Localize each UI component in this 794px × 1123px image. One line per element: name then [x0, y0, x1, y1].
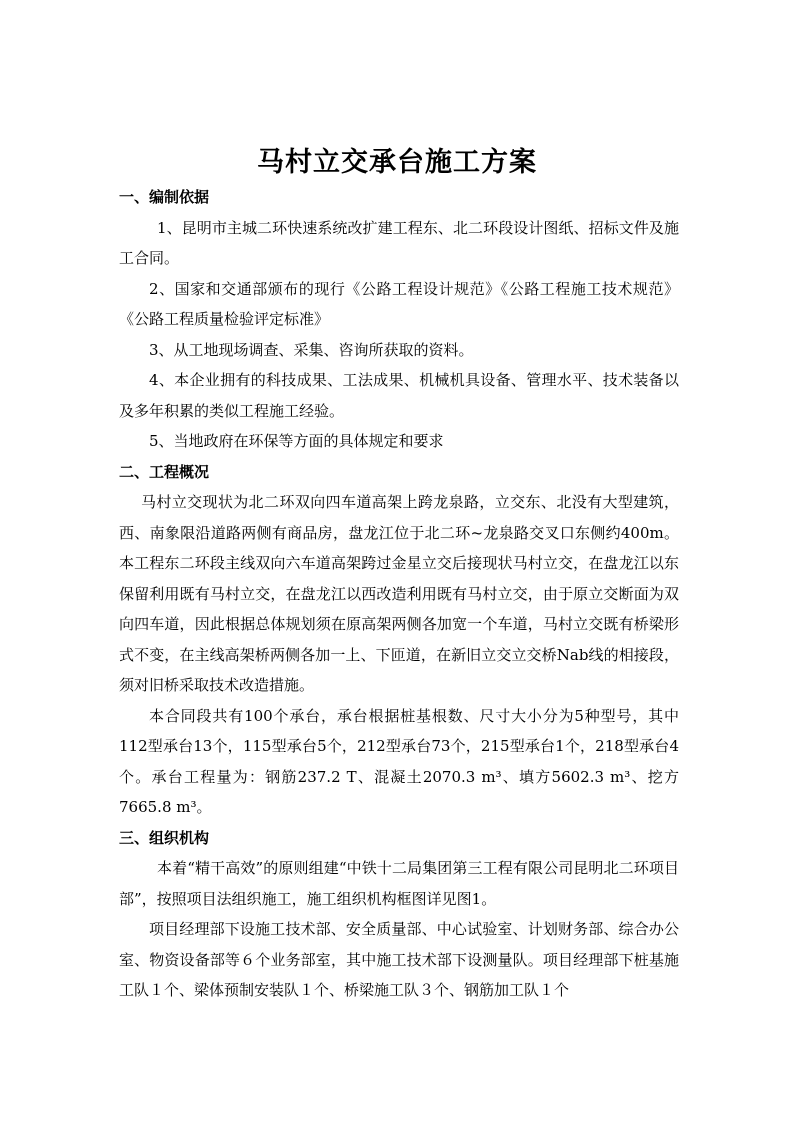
section-heading-basis: 一、编制依据: [119, 188, 210, 206]
paragraph: 2、国家和交通部颁布的现行《公路工程设计规范》《公路工程施工技术规范》《公路工程质量检验评定标准》: [119, 279, 679, 328]
section-heading-overview: 二、工程概况: [119, 462, 210, 481]
paragraph: 本着“精干高效”的原则组建“中铁十二局集团第三工程有限公司昆明北二环项目部”，按照项目法组织施工，施工组织机构框图详见图1。: [119, 859, 679, 908]
document-body: [119, 182, 679, 1006]
document-title: 马村立交承台施工方案: [257, 147, 537, 178]
paragraph: 5、当地政府在环保等方面的具体规定和要求: [149, 432, 444, 450]
paragraph: 项目经理部下设施工技术部、安全质量部、中心试验室、计划财务部、综合办公室、物资设备部等６个业务部室，其中施工技术部下设测量队。项目经理部下桩基施工队１个、梁体预制安装队１个、桥梁施工队３个、钢筋加工队１个: [119, 920, 679, 999]
paragraph: 4、本企业拥有的科技成果、工法成果、机械机具设备、管理水平、技术装备以及多年积累的类似工程施工经验。: [119, 371, 679, 420]
paragraph: 1、昆明市主城二环快速系统改扩建工程东、北二环段设计图纸、招标文件及施工合同。: [119, 218, 679, 267]
paragraph: 马村立交现状为北二环双向四车道高架上跨龙泉路，立交东、北没有大型建筑，西、南象限沿道路两侧有商品房，盘龙江位于北二环~龙泉路交叉口东侧约400m。本工程东二环段主线双向六车道高架跨过金星立交后接现状马村立交，在盘龙江以东保留利用既有马村立交，在盘龙江以西改造利用既有马村立交，由于原立交断面为双向四车道，因此根据总体规划须在原高架两侧各加宽一个车道，马村立交既有桥梁形式不变，在主线高架桥两侧各加一上、下匝道，在新旧立交立交桥Nab线的相接段，须对旧桥采取技术改造措施。: [119, 493, 679, 694]
paragraph: 本合同段共有100个承台，承台根据桩基根数、尺寸大小分为5种型号，其中112型承台13个，115型承台5个，212型承台73个，215型承台1个，218型承台4个。承台工程量为：钢筋237.2 T、混凝土2070.3 m³、填方5602.3 m³、挖方7665.8 m³。: [119, 706, 679, 816]
paragraph: 3、从工地现场调查、采集、咨询所获取的资料。: [149, 340, 474, 359]
section-heading-organization: 三、组织机构: [119, 828, 210, 847]
